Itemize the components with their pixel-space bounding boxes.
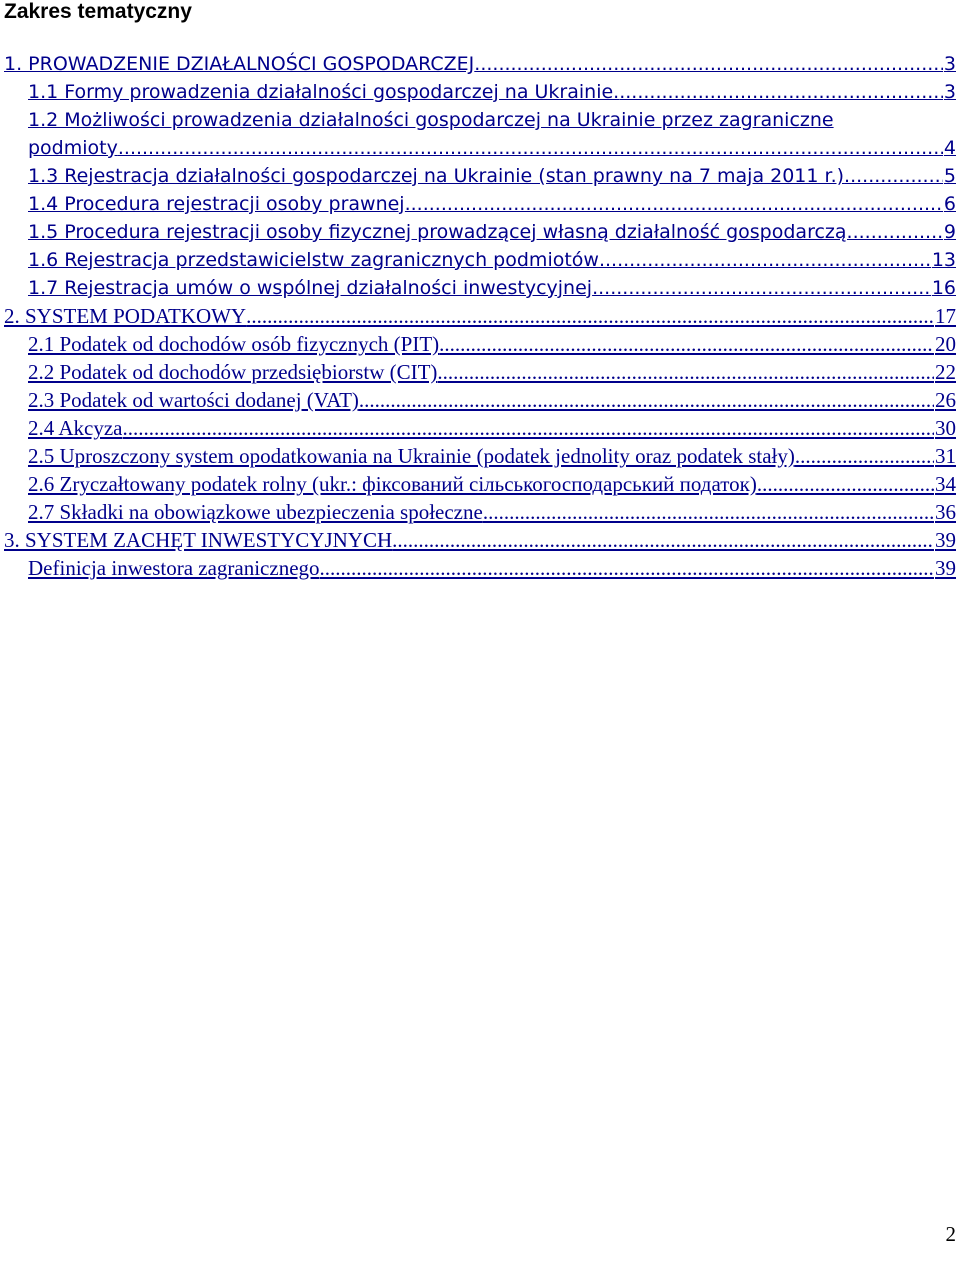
dot-leader (483, 498, 934, 526)
toc-entry-multiline[interactable] (0, 106, 960, 162)
toc-entry-title: 2.2 Podatek od dochodów przedsiębiorstw (CIT) (28, 360, 438, 384)
toc-entry-page: 20 (935, 332, 956, 356)
dot-leader (757, 470, 934, 498)
toc-entry-page: 36 (935, 500, 956, 524)
toc-entry[interactable] (0, 162, 960, 190)
dot-leader (847, 218, 943, 246)
toc-entry-page: 34 (935, 472, 956, 496)
dot-leader (439, 330, 934, 358)
toc-entry-page: 4 (943, 137, 956, 159)
toc-entry-title: 2.4 Akcyza (28, 416, 123, 440)
toc-entry[interactable] (0, 554, 960, 582)
toc-entry-title: Definicja inwestora zagranicznego (28, 556, 320, 580)
toc-entry-title-continuation: podmioty (28, 137, 118, 159)
toc-entry-title: 2.7 Składki na obowiązkowe ubezpieczenia społeczne (28, 500, 483, 524)
toc-entry[interactable] (0, 358, 960, 386)
dot-leader (795, 442, 934, 470)
toc-entry-title: 2.6 Zryczałtowany podatek rolny (ukr.: фіксований сільськогосподарський податок) (28, 472, 757, 496)
toc-entry[interactable] (0, 274, 960, 302)
toc-entry-title: 2.5 Uproszczony system opodatkowania na Ukrainie (podatek jednolity oraz podatek stały) (28, 444, 795, 468)
toc-entry-page: 13 (931, 249, 956, 271)
toc-entry-page: 5 (943, 165, 956, 187)
toc-entry-page: 3 (943, 81, 956, 103)
dot-leader (118, 134, 943, 162)
toc-entry[interactable] (0, 470, 960, 498)
toc-entry-title: 3. SYSTEM ZACHĘT INWESTYCYJNYCH (4, 528, 393, 552)
toc-entry-title: 1.3 Rejestracja działalności gospodarczej na Ukrainie (stan prawny na 7 maja 2011 r.) (28, 165, 845, 187)
toc-entry[interactable] (0, 442, 960, 470)
toc-entry-page: 3 (943, 53, 956, 75)
toc-entry-title: 1.1 Formy prowadzenia działalności gospodarczej na Ukrainie. (28, 81, 620, 103)
dot-leader (122, 414, 934, 442)
page-title: Zakres tematyczny (4, 0, 192, 23)
toc-entry[interactable] (0, 134, 960, 162)
toc-entry-page: 39 (935, 528, 956, 552)
toc-entry[interactable] (0, 302, 960, 330)
dot-leader (405, 190, 943, 218)
dot-leader (474, 50, 943, 78)
toc-entry[interactable] (0, 330, 960, 358)
toc-entry[interactable] (0, 386, 960, 414)
toc-entry[interactable] (0, 526, 960, 554)
toc-entry[interactable] (0, 218, 960, 246)
toc-entry-page: 16 (931, 277, 956, 299)
toc-entry[interactable] (0, 50, 960, 78)
toc-entry-page: 9 (943, 221, 956, 243)
dot-leader (592, 274, 931, 302)
toc-entry[interactable] (0, 498, 960, 526)
toc-entry-page: 31 (935, 444, 956, 468)
dot-leader (246, 302, 934, 330)
toc-entry-title: 2.3 Podatek od wartości dodanej (VAT) (28, 388, 359, 412)
dot-leader (844, 162, 943, 190)
dot-leader (599, 246, 931, 274)
toc-entry-page: 30 (935, 416, 956, 440)
toc-entry-title: 2. SYSTEM PODATKOWY (4, 304, 247, 328)
page-number: 2 (945, 1222, 956, 1246)
table-of-contents (0, 50, 960, 582)
dot-leader (320, 554, 934, 582)
toc-entry[interactable] (0, 190, 960, 218)
toc-entry-page: 6 (943, 193, 956, 215)
toc-entry-page: 26 (935, 388, 956, 412)
toc-entry-title: 2.1 Podatek od dochodów osób fizycznych (PIT) (28, 332, 440, 356)
toc-entry-title: 1.6 Rejestracja przedstawicielstw zagranicznych podmiotów (28, 249, 599, 271)
dot-leader (619, 78, 943, 106)
toc-entry-page: 22 (935, 360, 956, 384)
toc-entry-title: 1.2 Możliwości prowadzenia działalności gospodarczej na Ukrainie przez zagraniczne (28, 109, 834, 131)
toc-entry-title: 1.7 Rejestracja umów o wspólnej działalności inwestycyjnej (28, 277, 593, 299)
toc-entry[interactable] (0, 246, 960, 274)
toc-entry-title: 1.4 Procedura rejestracji osoby prawnej (28, 193, 405, 215)
toc-entry[interactable] (0, 414, 960, 442)
dot-leader (392, 526, 934, 554)
toc-entry-page: 17 (935, 304, 956, 328)
toc-entry-page: 39 (935, 556, 956, 580)
toc-entry-title: 1.5 Procedura rejestracji osoby fizycznej prowadzącej własną działalność gospodarczą (28, 221, 847, 243)
toc-entry[interactable] (0, 78, 960, 106)
toc-entry-title: 1. PROWADZENIE DZIAŁALNOŚCI GOSPODARCZEJ (4, 53, 475, 75)
dot-leader (437, 358, 934, 386)
dot-leader (359, 386, 934, 414)
